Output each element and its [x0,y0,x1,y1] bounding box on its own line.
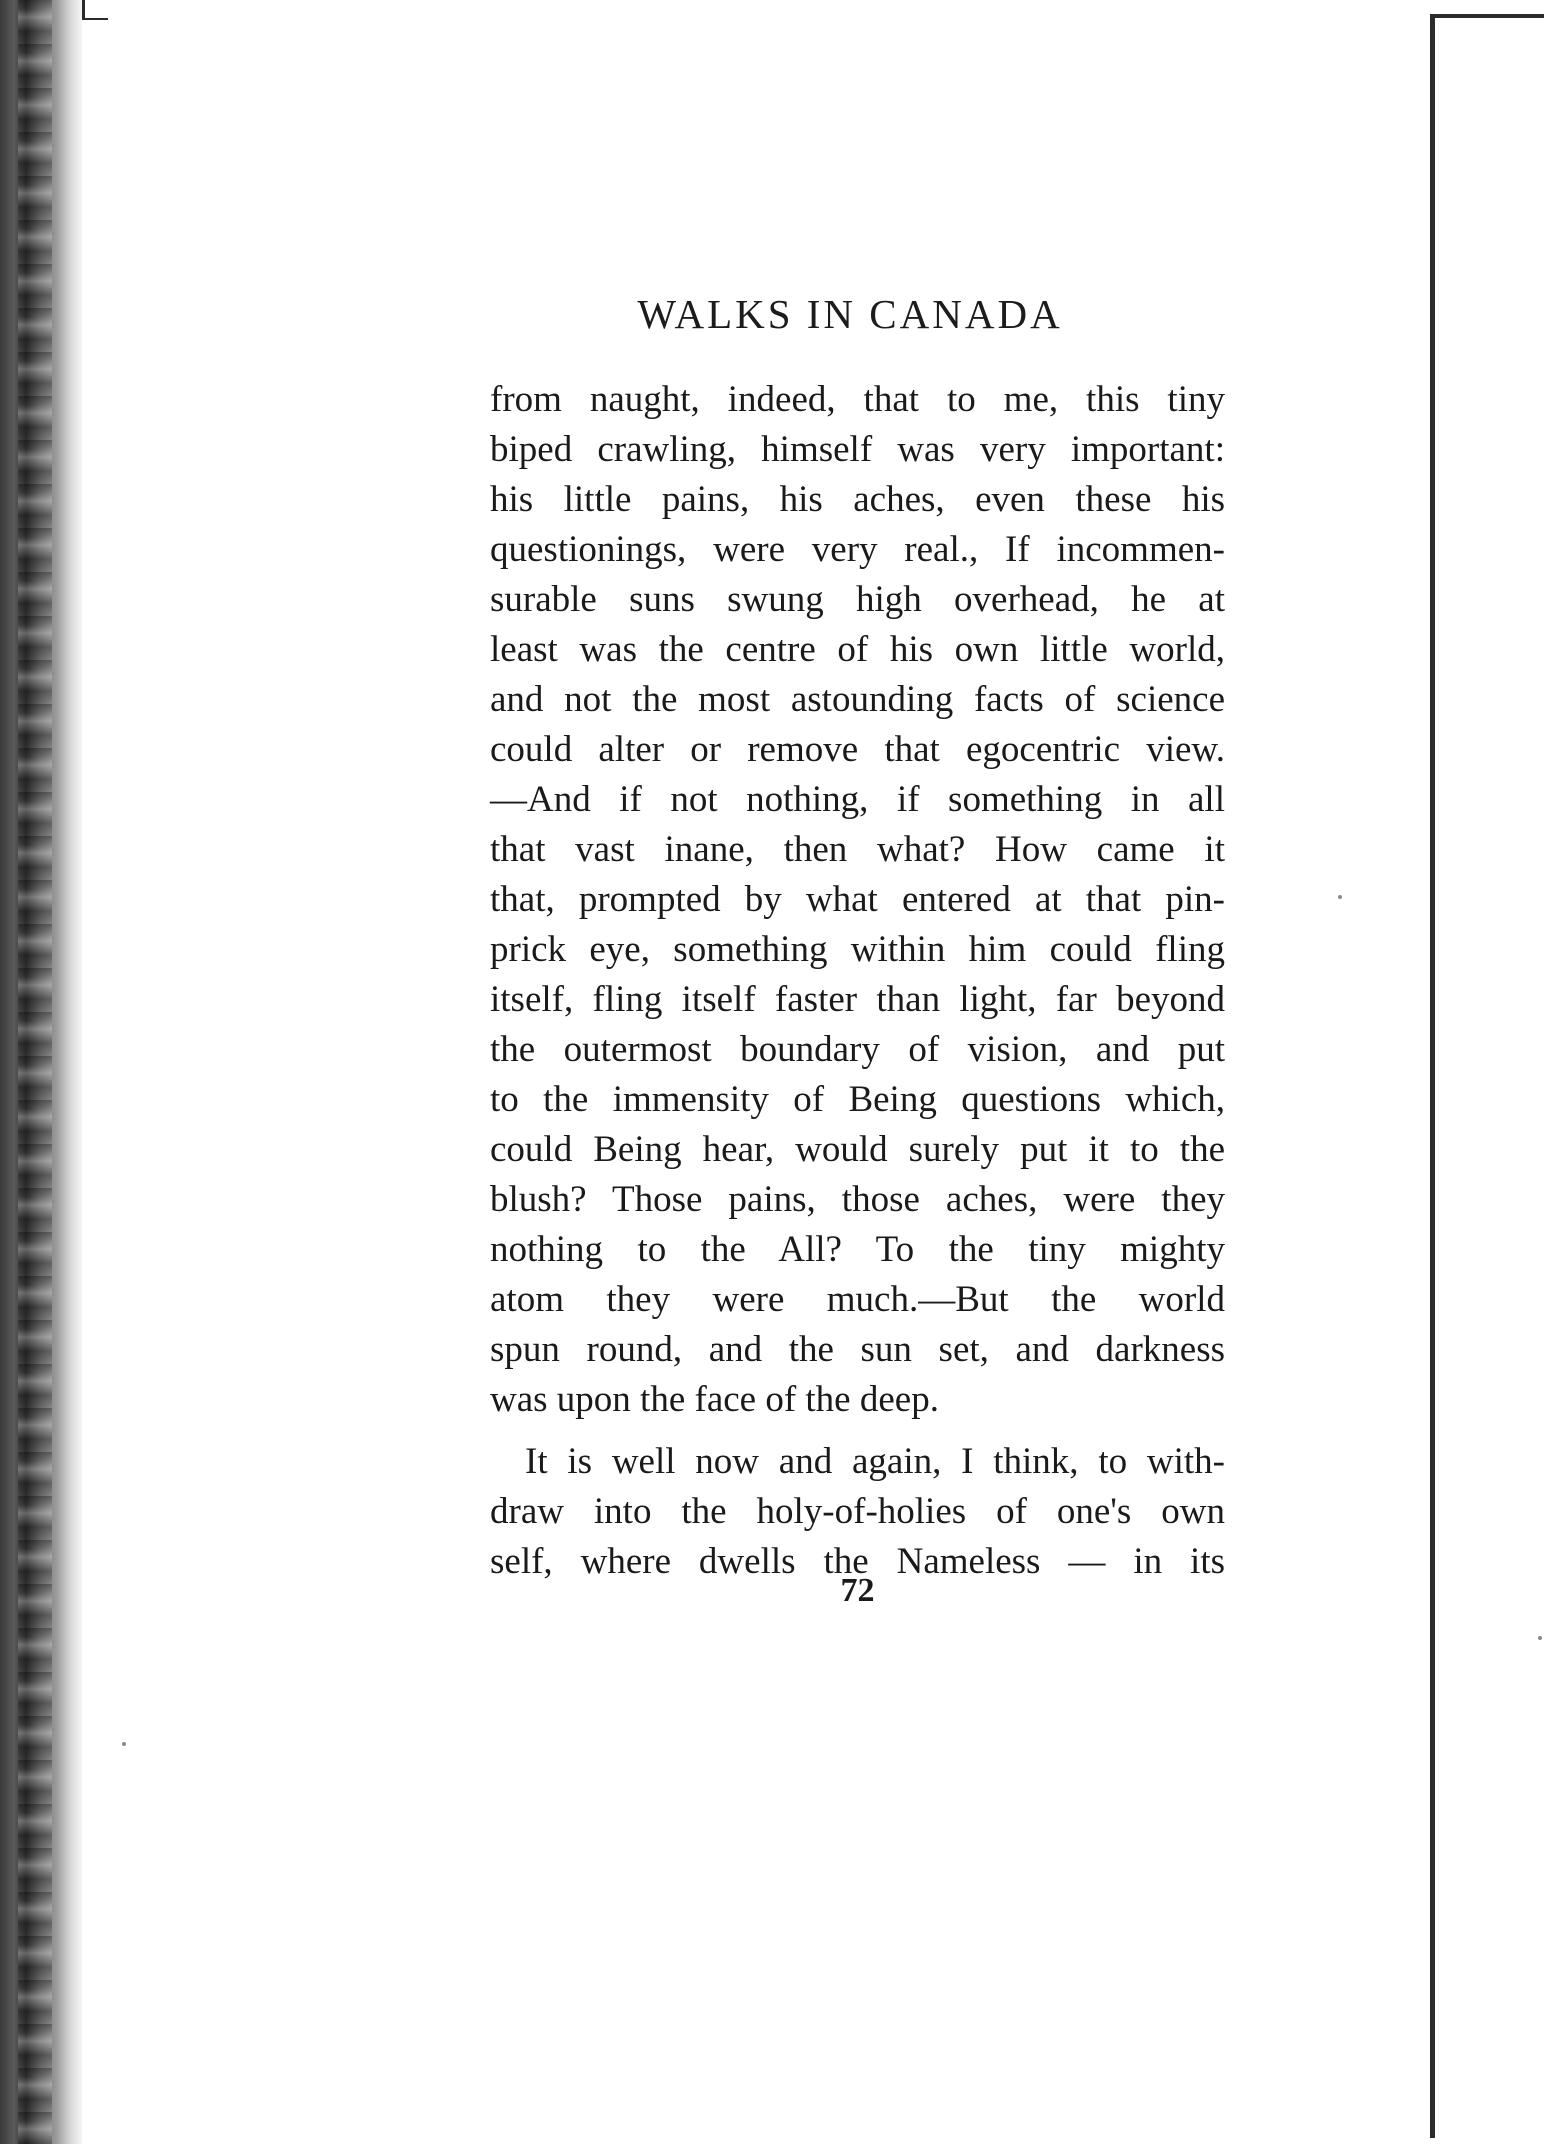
text-line: prick eye, something within him could fling [490,929,1225,970]
page-corner-mark [82,0,108,20]
text-line: draw into the holy-of-holies of one's own [490,1491,1225,1532]
text-line: was upon the face of the deep. [490,1379,939,1420]
text-line: surable suns swung high overhead, he at [490,579,1225,620]
text-line: could alter or remove that egocentric view. [490,729,1225,770]
text-line: to the immensity of Being questions which, [490,1079,1225,1120]
text-line: the outermost boundary of vision, and put [490,1029,1225,1070]
text-line: nothing to the All? To the tiny mighty [490,1229,1225,1270]
paragraph [490,375,1225,1425]
text-line: questionings, were very real., If incommen- [490,529,1225,570]
text-line: itself, fling itself faster than light, far beyond [490,979,1225,1020]
text-line: —And if not nothing, if something in all [490,779,1225,820]
running-head: WALKS IN CANADA [637,291,1063,337]
text-line: It is well now and again, I think, to with- [525,1441,1225,1482]
paragraph-gap [490,1425,1225,1437]
text-line: blush? Those pains, those aches, were they [490,1179,1225,1220]
book-binding-edge [0,0,82,2144]
text-line: that, prompted by what entered at that pin- [490,879,1225,920]
dust-speck [1538,1636,1542,1640]
text-line: that vast inane, then what? How came it [490,829,1225,870]
text-line: biped crawling, himself was very important: [490,429,1225,470]
text-line: atom they were much.—But the world [490,1279,1225,1320]
text-line: could Being hear, would surely put it to the [490,1129,1225,1170]
paragraph [490,1437,1225,1587]
page-number: 72 [840,1572,875,1609]
text-line: spun round, and the sun set, and darkness [490,1329,1225,1370]
text-line: his little pains, his aches, even these his [490,479,1225,520]
facing-page-edge [1430,0,1544,2144]
text-line: and not the most astounding facts of science [490,679,1225,720]
text-line: self, where dwells the Nameless — in its [490,1541,1225,1582]
body-text [490,375,1225,1587]
dust-speck [1338,895,1342,899]
dust-speck [122,1742,126,1746]
text-line: from naught, indeed, that to me, this tiny [490,379,1225,420]
text-line: least was the centre of his own little world, [490,629,1225,670]
